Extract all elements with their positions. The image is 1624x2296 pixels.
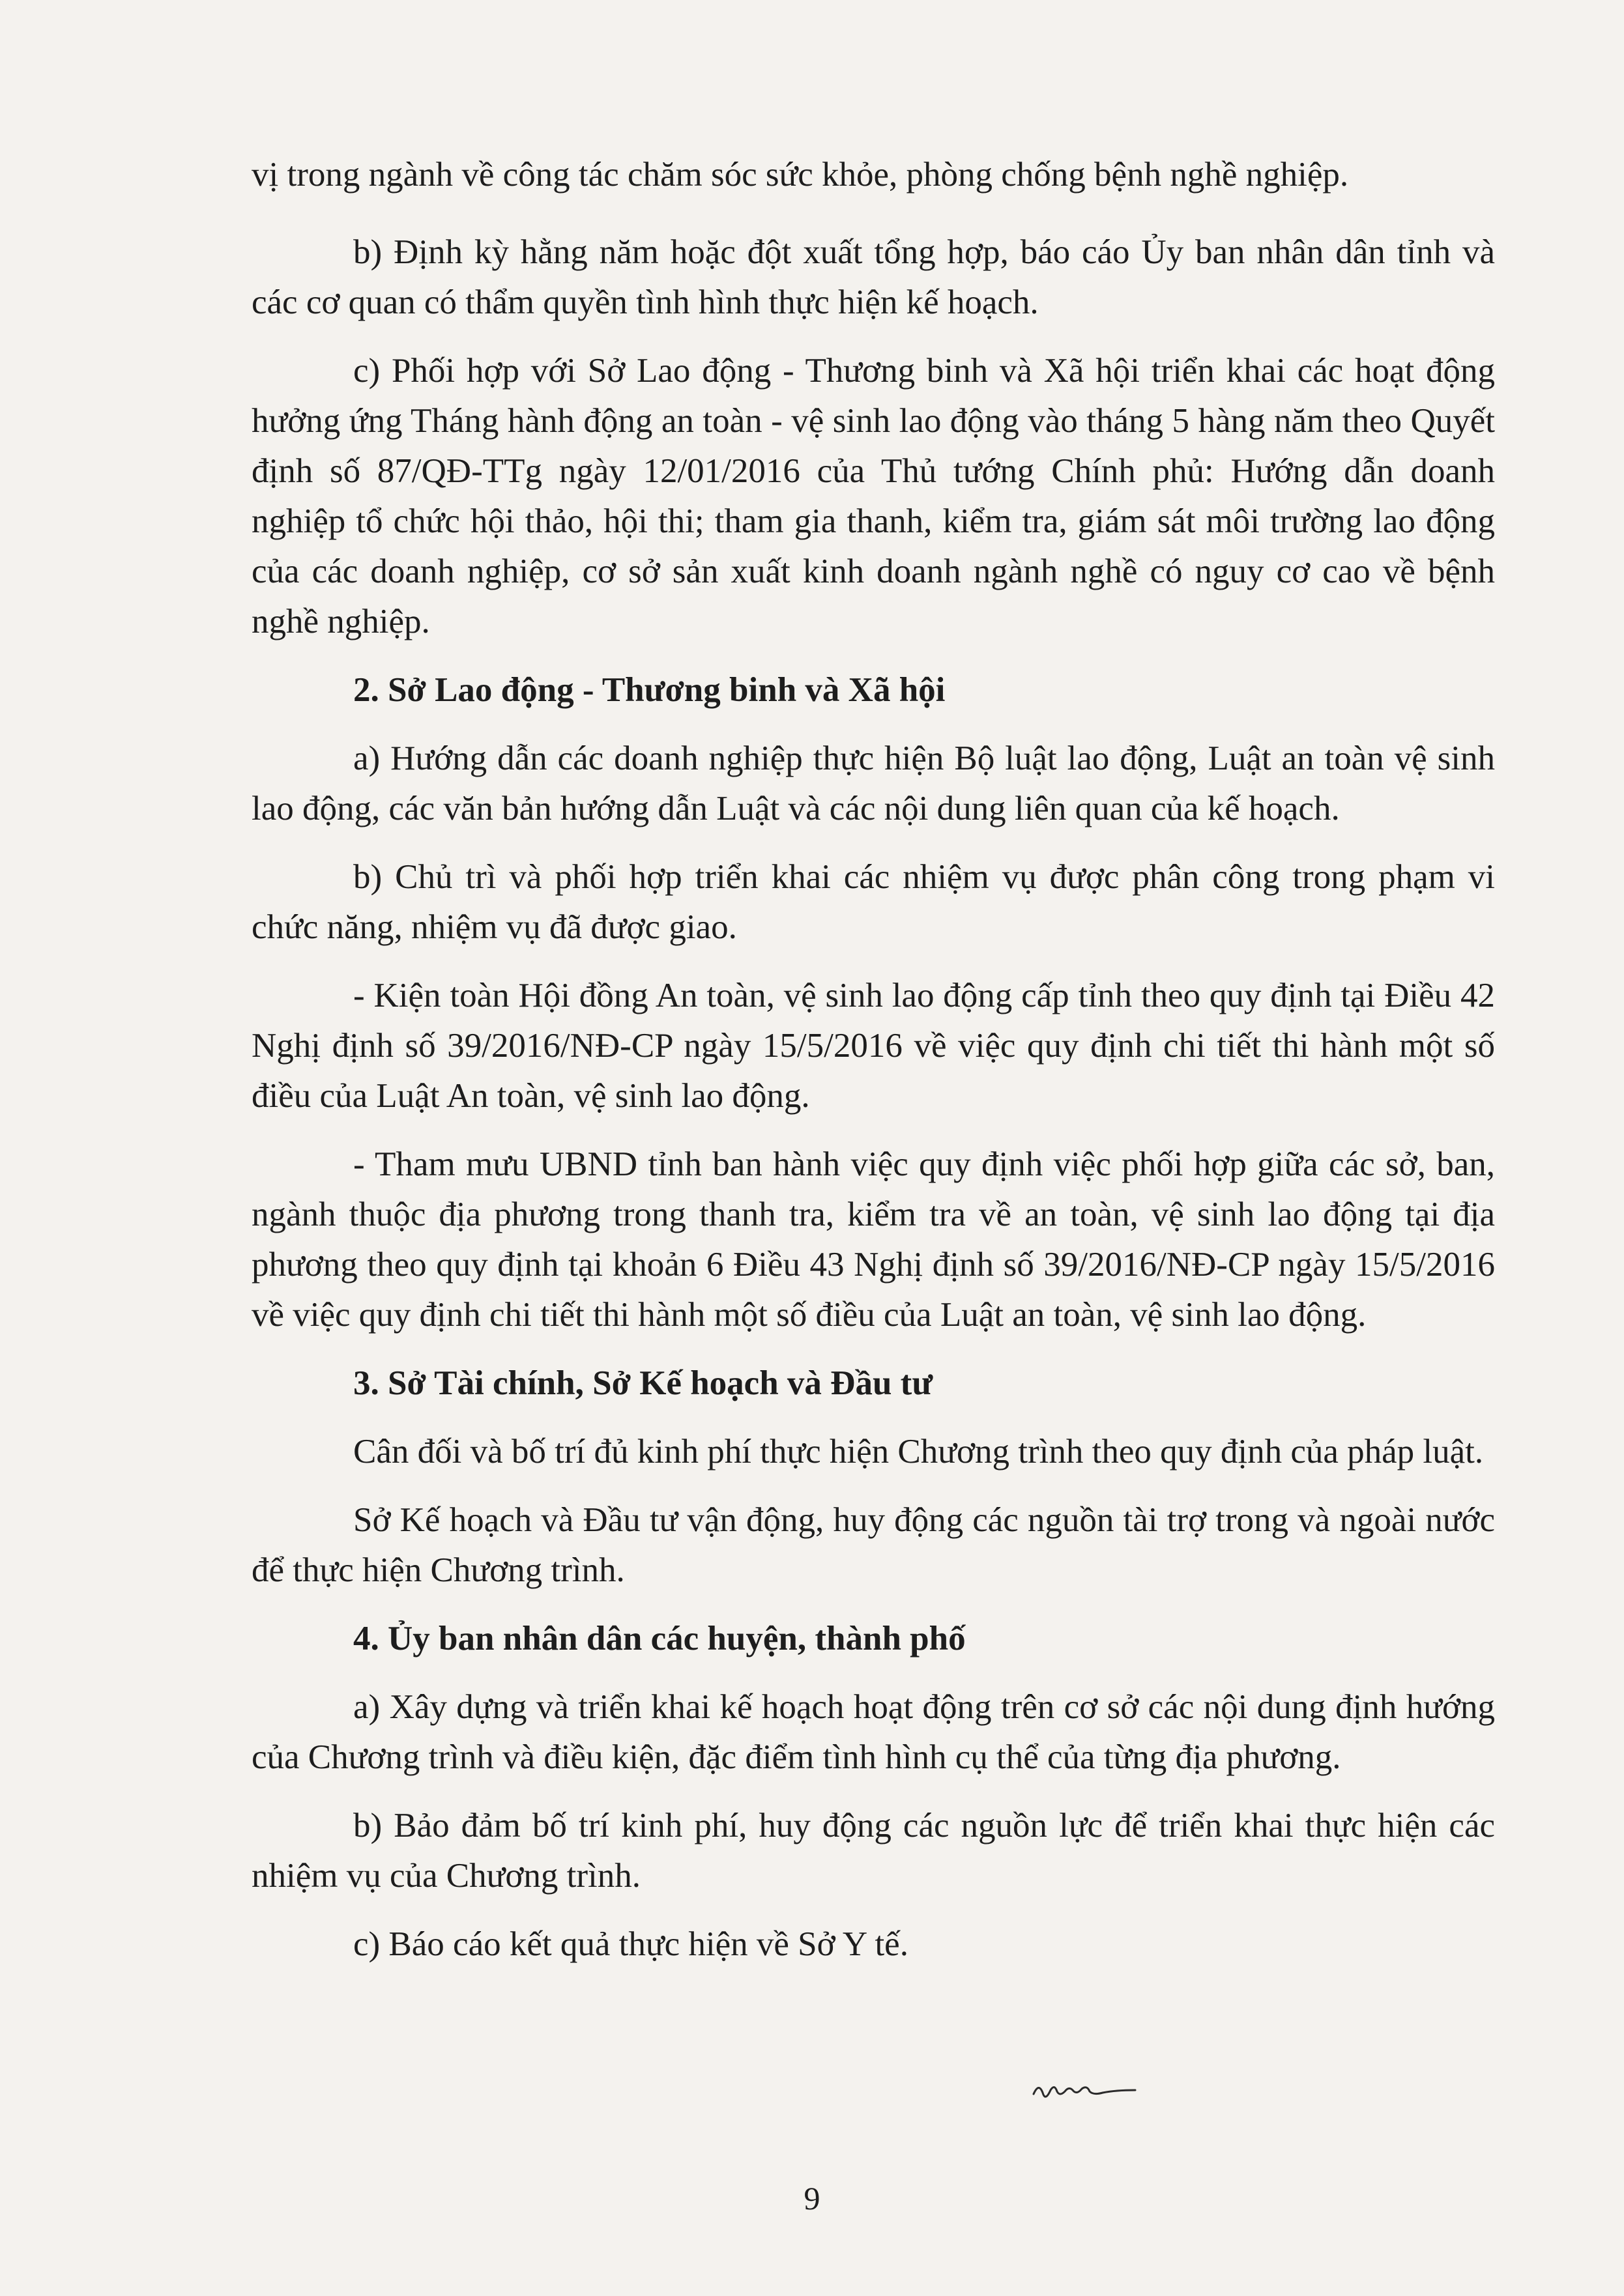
section-heading-3: 3. Sở Tài chính, Sở Kế hoạch và Đầu tư: [353, 1364, 933, 1402]
section-heading-2: 2. Sở Lao động - Thương binh và Xã hội: [353, 671, 946, 709]
paragraph-3-2: Sở Kế hoạch và Đầu tư vận động, huy động các nguồn tài trợ trong và ngoài nước để thực hiện Chương trình.: [252, 1501, 1495, 1589]
paragraph-1c: c) Phối hợp với Sở Lao động - Thương binh và Xã hội triển khai các hoạt động hưởng ứng Tháng hành động an toàn - vệ sinh lao động vào tháng 5 hàng năm theo Quyết định số 87/QĐ-TTg ngày 12/01/2016 của Thủ tướng Chính phủ: Hướng dẫn doanh nghiệp tổ chức hội thảo, hội thi; tham gia thanh, kiểm tra, giám sát môi trường lao động của các doanh nghiệp, cơ sở sản xuất kinh doanh ngành nghề có nguy cơ cao về bệnh nghề nghiệp.: [252, 352, 1495, 640]
paragraph-2b-item-1: - Kiện toàn Hội đồng An toàn, vệ sinh lao động cấp tỉnh theo quy định tại Điều 42 Nghị định số 39/2016/NĐ-CP ngày 15/5/2016 về việc quy định chi tiết thi hành một số điều của Luật An toàn, vệ sinh lao động.: [252, 977, 1495, 1115]
paragraph-4a: a) Xây dựng và triển khai kế hoạch hoạt động trên cơ sở các nội dung định hướng của Chương trình và điều kiện, đặc điểm tình hình cụ thể của từng địa phương.: [252, 1688, 1495, 1776]
handwritten-initials: [1030, 2072, 1147, 2117]
paragraph-2b: b) Chủ trì và phối hợp triển khai các nhiệm vụ được phân công trong phạm vi chức năng, nhiệm vụ đã được giao.: [252, 858, 1495, 946]
paragraph-4b: b) Bảo đảm bố trí kinh phí, huy động các nguồn lực để triển khai thực hiện các nhiệm vụ của Chương trình.: [252, 1807, 1495, 1895]
paragraph-2a: a) Hướng dẫn các doanh nghiệp thực hiện Bộ luật lao động, Luật an toàn vệ sinh lao động, các văn bản hướng dẫn Luật và các nội dung liên quan của kế hoạch.: [252, 739, 1495, 827]
paragraph-3-1: Cân đối và bố trí đủ kinh phí thực hiện Chương trình theo quy định của pháp luật.: [353, 1433, 1484, 1471]
page-number: 9: [804, 2180, 820, 2217]
paragraph-2b-item-2: - Tham mưu UBND tỉnh ban hành việc quy định việc phối hợp giữa các sở, ban, ngành thuộc địa phương trong thanh tra, kiểm tra về an toàn, vệ sinh lao động tại địa phương theo quy định tại khoản 6 Điều 43 Nghị định số 39/2016/NĐ-CP ngày 15/5/2016 về việc quy định chi tiết thi hành một số điều của Luật an toàn, vệ sinh lao động.: [252, 1145, 1495, 1334]
page-body: [252, 150, 1495, 1988]
section-heading-4: 4. Ủy ban nhân dân các huyện, thành phố: [353, 1620, 966, 1657]
paragraph-1b: b) Định kỳ hằng năm hoặc đột xuất tổng hợp, báo cáo Ủy ban nhân dân tỉnh và các cơ quan có thẩm quyền tình hình thực hiện kế hoạch.: [252, 233, 1495, 321]
paragraph-continuation: vị trong ngành về công tác chăm sóc sức khỏe, phòng chống bệnh nghề nghiệp.: [252, 156, 1349, 194]
paragraph-4c: c) Báo cáo kết quả thực hiện về Sở Y tế.: [353, 1925, 908, 1963]
